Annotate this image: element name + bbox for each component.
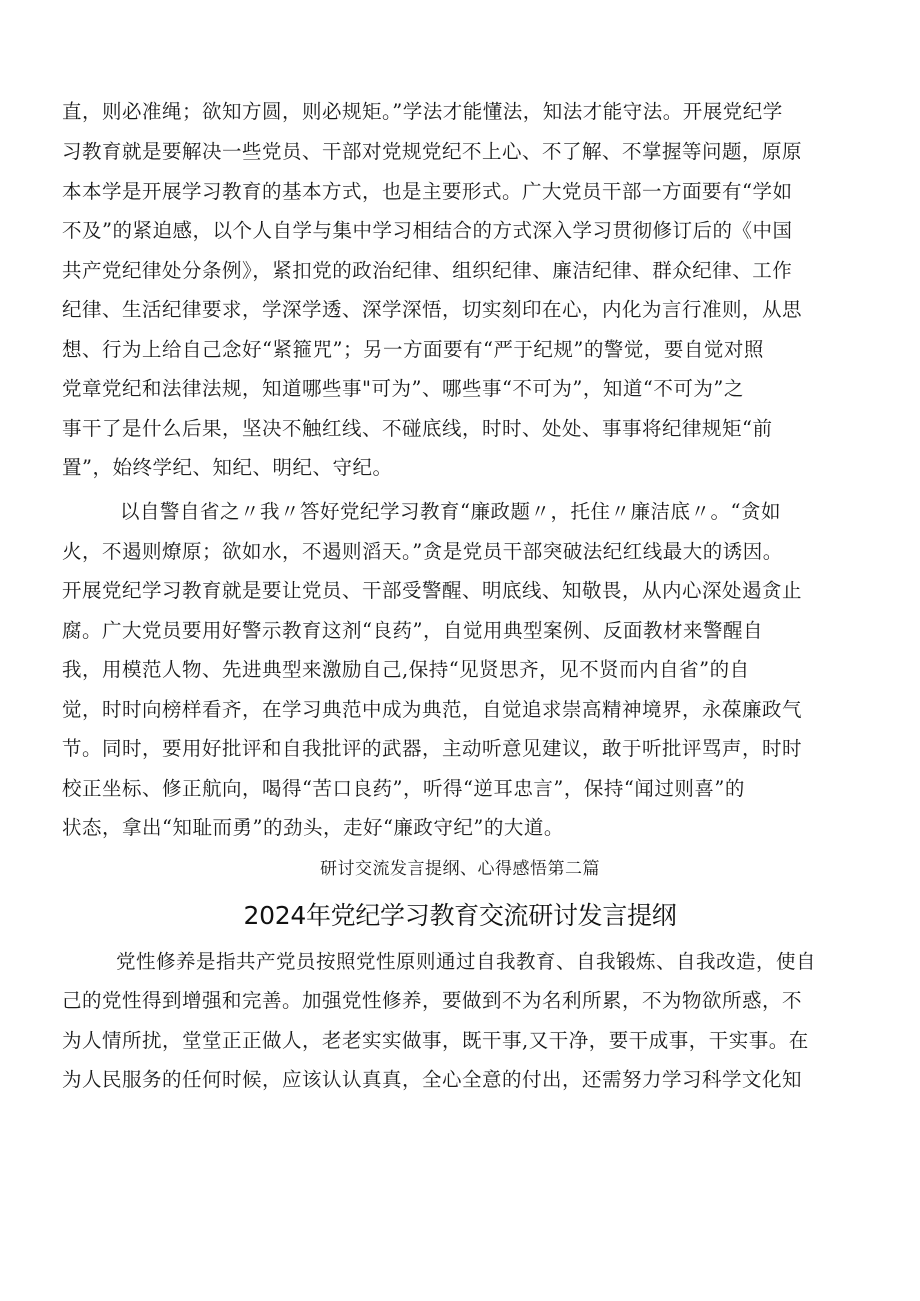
section-subheading: 研讨交流发言提纲、心得感悟第二篇	[320, 859, 600, 879]
document-page: 直，则必准绳；欲知方圆，则必规矩。”学法才能懂法，知法才能守法。开展党纪学 习教育就是要解决一些党员、干部对党规党纪不上心、不了解、不掌握等问题，原原 本本学是开展学习教育的基本方式，也是主要形式。广大党员干部一方面要有“学如 不及”的紧迫感，以个人自学与集中学习相结合的方式深入学习贯彻修订后的《中国 共产党纪律处分条例》，紧扣党的政治纪律、组织纪律、廉洁纪律、群众纪律、工作 纪律、生活纪律要求，学深学透、深学深悟，切实刻印在心，内化为言行准则，从思 想、行为上给自己念好“紧箍咒”；另一方面要有“严于纪规”的警觉，要自觉对照 党章党纪和法律法规，知道哪些事"可为”、哪些事“不可为”，知道“不可为”之 事干了是什么后果，坚决不触红线、不碰底线，时时、处处、事事将纪律规矩“前 置”，始终学纪、知纪、明纪、守纪。 以自警自省之〃我〃答好党纪学习教育“廉政题〃，托住〃廉洁底〃。“贪如 火，不遏则燎原；欲如水，不遏则滔天。”贪是党员干部突破法纪红线最大的诱因。 开展党纪学习教育就是要让党员、干部受警醒、明底线、知敬畏，从内心深处遏贪止 腐。广大党员要用好警示教育这剂“良药”，自觉用典型案例、反面教材来警醒自 我，用模范人物、先进典型来激励自己,保持“见贤思齐，见不贤而内自省”的自 觉，时时向榜样看齐，在学习典范中成为典范，自觉追求崇高精神境界，永葆廉政气 节。同时，要用好批评和自我批评的武器，主动听意见建议，敢于听批评骂声，时时 校正坐标、修正航向，喝得“苦口良药”，听得“逆耳忠言”，保持“闻过则喜”的 状态，拿出“知耻而勇”的劲头，走好“廉政守纪”的大道。 研讨交流发言提纲、心得感悟第二篇 2024年党纪学习教育交流研讨发言提纲 党性修养是指共产党员按照党性原则通过自我教育、自我锻炼、自我改造，使自 己的党性得到增强和完善。加强党性修养，要做到不为名利所累，不为物欲所惑，不 为人情所扰，堂堂正正做人，老老实实做事，既干事,又干净，要干成事，干实事。在 为人民服务的任何时候，应该认认真真，全心全意的付出，还需努力学习科学文化知	[0, 0, 920, 1301]
document-title: 2024年党纪学习教育交流研讨发言提纲	[243, 901, 677, 930]
